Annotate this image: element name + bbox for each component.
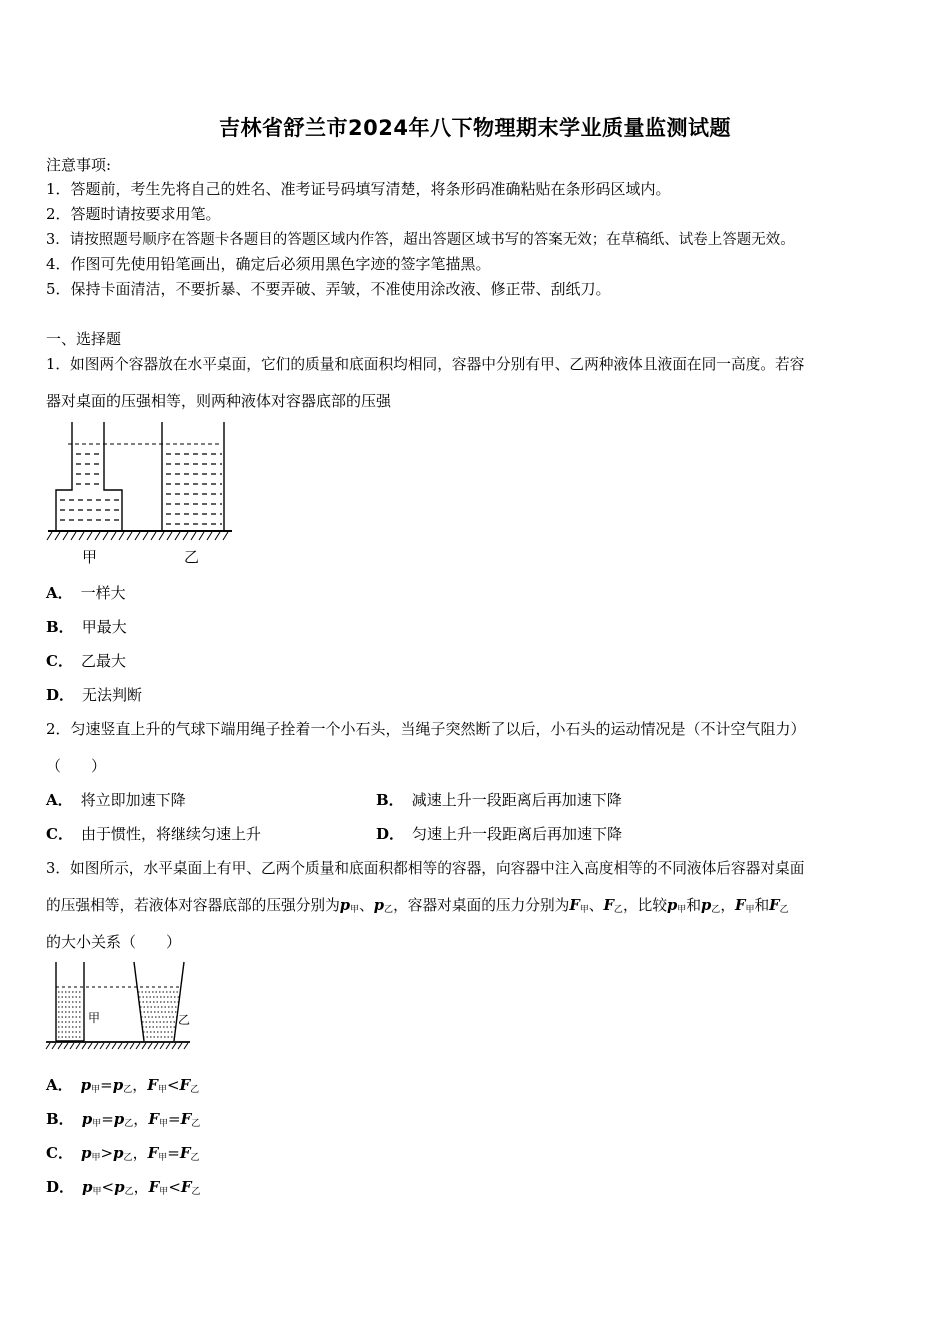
subscript: 乙 <box>124 1119 134 1129</box>
q2-stem-line1: 2．匀速竖直上升的气球下端用绳子拴着一个小石头，当绳子突然断了以后，小石头的运动情况是（不计空气阻力） <box>46 720 806 738</box>
symbol-p: p <box>82 1178 93 1196</box>
q1-figure <box>46 420 236 568</box>
option-label: C． <box>46 1144 73 1162</box>
symbol-p: p <box>114 1178 125 1196</box>
q1-stem-line1: 1．如图两个容器放在水平桌面，它们的质量和底面积均相同，容器中分别有甲、乙两种液体且液面在同一高度。若容 <box>46 356 805 373</box>
notice-item: 5．保持卡面清洁，不要折暴、不要弄破、弄皱，不准使用涂改液、修正带、刮纸刀。 <box>46 280 611 298</box>
option-label: B． <box>376 791 404 809</box>
symbol-p: p <box>667 897 678 914</box>
option-text: 将立即加速下降 <box>80 791 186 809</box>
q3-text: ，容器对桌面的压力分别为 <box>393 897 570 914</box>
q3-text: ， <box>720 897 736 914</box>
relation: > <box>100 1144 114 1162</box>
symbol-f: F <box>569 897 580 914</box>
subscript: 甲 <box>158 1153 168 1163</box>
q3-text: ，比较 <box>622 897 668 914</box>
q3-text: 和 <box>686 897 702 914</box>
subscript: 乙 <box>124 1187 134 1197</box>
comma: ， <box>133 1178 149 1196</box>
symbol-f: F <box>735 897 746 914</box>
q1-option-a[interactable] <box>46 582 126 603</box>
q3-stem-line2 <box>46 894 789 915</box>
subscript: 乙 <box>190 1153 200 1163</box>
symbol-f: F <box>148 1178 160 1196</box>
separator: 、 <box>588 897 604 914</box>
option-text: 无法判断 <box>82 686 143 704</box>
notice-item: 2．答题时请按要求用笔。 <box>46 205 221 223</box>
subscript: 甲 <box>350 905 360 915</box>
symbol-p: p <box>81 1110 93 1128</box>
q3-fig-label-left: 甲 <box>88 1011 101 1025</box>
symbol-f: F <box>148 1110 159 1128</box>
relation: = <box>167 1110 181 1128</box>
symbol-p: p <box>113 1144 124 1162</box>
q2-option-a[interactable] <box>46 789 186 810</box>
option-label: C． <box>46 825 73 843</box>
symbol-p: p <box>339 897 351 914</box>
symbol-f: F <box>147 1076 158 1094</box>
option-text: 一样大 <box>80 584 126 602</box>
page-title: 吉林省舒兰市2024年八下物理期末学业质量监测试题 <box>219 116 731 140</box>
comma: ， <box>132 1144 148 1162</box>
q1-fig-label-left: 甲 <box>82 548 98 566</box>
q2-stem-line2: （ ） <box>46 757 107 775</box>
subscript: 甲 <box>677 905 687 915</box>
q3-option-b[interactable] <box>46 1108 200 1129</box>
q1-fig-label-right: 乙 <box>184 548 200 566</box>
symbol-p: p <box>113 1110 125 1128</box>
relation: = <box>101 1110 114 1128</box>
notice-item: 1．答题前，考生先将自己的姓名、准考证号码填写清楚，将条形码准确粘贴在条形码区域内。 <box>46 180 671 198</box>
symbol-f: F <box>180 1178 192 1196</box>
q3-fig-label-right: 乙 <box>178 1013 191 1027</box>
q1-option-c[interactable] <box>46 650 126 671</box>
relation: < <box>101 1178 115 1196</box>
q1-option-d[interactable] <box>46 684 142 705</box>
relation: = <box>167 1144 180 1162</box>
symbol-f: F <box>179 1076 191 1094</box>
q1-stem-line2: 器对桌面的压强相等，则两种液体对容器底部的压强 <box>46 392 392 410</box>
symbol-f: F <box>603 897 614 914</box>
q3-option-d[interactable] <box>46 1176 201 1197</box>
symbol-p: p <box>80 1144 92 1162</box>
subscript: 甲 <box>579 905 589 915</box>
subscript: 甲 <box>92 1119 102 1129</box>
relation: = <box>100 1076 113 1094</box>
subscript: 乙 <box>779 905 789 915</box>
subscript: 甲 <box>157 1085 167 1095</box>
subscript: 乙 <box>613 905 623 915</box>
q3-option-c[interactable] <box>46 1142 200 1163</box>
symbol-p: p <box>701 897 712 914</box>
subscript: 乙 <box>123 1085 133 1095</box>
q2-option-b[interactable] <box>376 789 622 810</box>
option-label: A． <box>46 1076 73 1094</box>
symbol-f: F <box>180 1110 192 1128</box>
q3-stem-line1: 3．如图所示，水平桌面上有甲、乙两个质量和底面积都相等的容器，向容器中注入高度相等的不同液体后容器对桌面 <box>46 860 805 877</box>
q3-text: 和 <box>754 897 770 914</box>
option-text: 匀速上升一段距离后再加速下降 <box>412 825 623 843</box>
subscript: 乙 <box>123 1153 133 1163</box>
subscript: 甲 <box>92 1187 102 1197</box>
q2-option-d[interactable] <box>376 823 622 844</box>
subscript: 乙 <box>191 1187 201 1197</box>
separator: 、 <box>359 897 374 914</box>
relation: < <box>168 1178 181 1196</box>
subscript: 乙 <box>384 905 394 915</box>
option-label: A． <box>46 791 73 809</box>
option-text: 减速上升一段距离后再加速下降 <box>411 791 622 809</box>
symbol-p: p <box>80 1076 92 1094</box>
option-text: 甲最大 <box>81 618 127 636</box>
symbol-f: F <box>179 1144 191 1162</box>
symbol-f: F <box>769 897 780 914</box>
subscript: 甲 <box>91 1153 101 1163</box>
subscript: 乙 <box>191 1119 201 1129</box>
section-heading: 一、选择题 <box>46 330 122 348</box>
q3-option-a[interactable] <box>46 1074 199 1095</box>
option-label: A． <box>46 584 73 602</box>
option-label: B． <box>46 1110 74 1128</box>
subscript: 甲 <box>158 1119 168 1129</box>
q3-figure <box>44 958 194 1054</box>
option-label: B． <box>46 618 74 636</box>
notice-item: 3．请按照题号顺序在答题卡各题目的答题区域内作答，超出答题区域书写的答案无效；在草稿纸、试卷上答题无效。 <box>46 232 795 248</box>
symbol-f: F <box>147 1144 159 1162</box>
q2-option-c[interactable] <box>46 823 261 844</box>
option-label: D． <box>46 686 75 704</box>
option-label: D． <box>46 1178 75 1196</box>
subscript: 乙 <box>711 905 721 915</box>
comma: ， <box>133 1110 149 1128</box>
option-text: 由于惯性，将继续匀速上升 <box>80 825 261 843</box>
symbol-p: p <box>373 897 385 914</box>
option-text: 乙最大 <box>80 652 126 670</box>
option-label: C． <box>46 652 73 670</box>
notice-heading: 注意事项: <box>46 156 112 174</box>
option-label: D． <box>376 825 405 843</box>
q3-stem-line3: 的大小关系（ ） <box>46 933 182 951</box>
subscript: 甲 <box>91 1085 101 1095</box>
symbol-p: p <box>112 1076 124 1094</box>
comma: ， <box>132 1076 148 1094</box>
relation: < <box>166 1076 180 1094</box>
notice-item: 4．作图可先使用铅笔画出，确定后必须用黑色字迹的签字笔描黑。 <box>46 255 491 273</box>
subscript: 甲 <box>745 905 755 915</box>
q3-text: 的压强相等，若液体对容器底部的压强分别为 <box>46 897 340 914</box>
q1-option-b[interactable] <box>46 616 127 637</box>
subscript: 乙 <box>190 1085 200 1095</box>
subscript: 甲 <box>159 1187 169 1197</box>
